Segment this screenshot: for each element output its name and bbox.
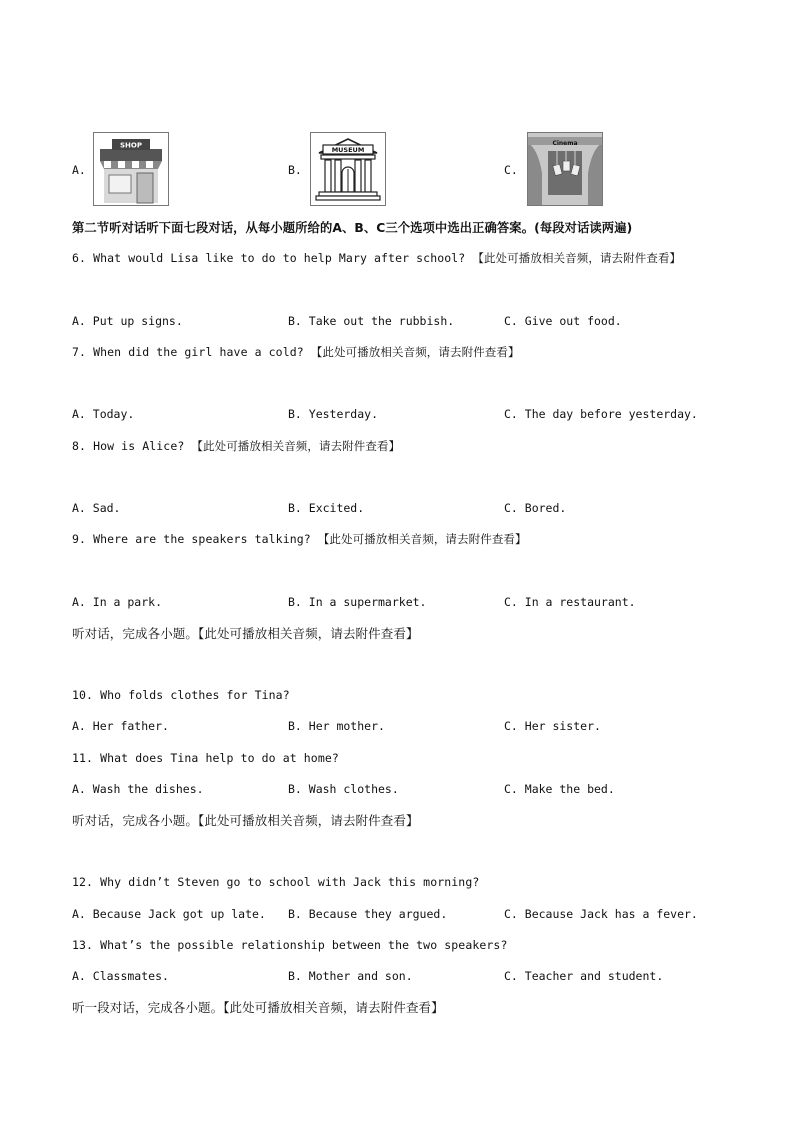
q12-option-b: B. Because they argued. bbox=[288, 907, 448, 921]
shop-sign-text: SHOP bbox=[120, 141, 142, 150]
q12-option-c: C. Because Jack has a fever. bbox=[504, 907, 698, 921]
cinema-sign-text: Cinema bbox=[552, 140, 578, 147]
q8-option-a: A. Sad. bbox=[72, 501, 121, 515]
question-8: 8. How is Alice? 【此处可播放相关音频，请去附件查看】 bbox=[72, 439, 401, 453]
question-11: 11. What does Tina help to do at home? bbox=[72, 751, 339, 765]
q10-option-c: C. Her sister. bbox=[504, 719, 601, 733]
picture-option-a-letter: A. bbox=[72, 163, 86, 177]
q10-option-a: A. Her father. bbox=[72, 719, 169, 733]
q9-option-b: B. In a supermarket. bbox=[288, 595, 427, 609]
q11-option-c: C. Make the bed. bbox=[504, 782, 615, 796]
q6-option-b: B. Take out the rubbish. bbox=[288, 314, 455, 328]
question-7: 7. When did the girl have a cold? 【此处可播放相关音频，请去附件查看】 bbox=[72, 345, 520, 359]
question-10: 10. Who folds clothes for Tina? bbox=[72, 688, 290, 702]
question-13: 13. What’s the possible relationship between the two speakers? bbox=[72, 938, 508, 952]
listen-instruction-3: 听一段对话，完成各小题。【此处可播放相关音频，请去附件查看】 bbox=[72, 1000, 444, 1015]
cinema-picture bbox=[527, 132, 603, 206]
q13-option-a: A. Classmates. bbox=[72, 969, 169, 983]
q13-option-b: B. Mother and son. bbox=[288, 969, 413, 983]
q10-option-b: B. Her mother. bbox=[288, 719, 385, 733]
question-9: 9. Where are the speakers talking? 【此处可播放相关音频，请去附件查看】 bbox=[72, 532, 527, 546]
picture-option-b-letter: B. bbox=[288, 163, 302, 177]
q9-option-c: C. In a restaurant. bbox=[504, 595, 636, 609]
shop-picture bbox=[93, 132, 169, 206]
museum-picture bbox=[310, 132, 386, 206]
q7-option-c: C. The day before yesterday. bbox=[504, 407, 698, 421]
q8-option-b: B. Excited. bbox=[288, 501, 365, 515]
q11-option-b: B. Wash clothes. bbox=[288, 782, 399, 796]
listen-instruction-1: 听对话，完成各小题。【此处可播放相关音频，请去附件查看】 bbox=[72, 626, 419, 641]
q13-option-c: C. Teacher and student. bbox=[504, 969, 664, 983]
q11-option-a: A. Wash the dishes. bbox=[72, 782, 204, 796]
q9-option-a: A. In a park. bbox=[72, 595, 163, 609]
listen-instruction-2: 听对话，完成各小题。【此处可播放相关音频，请去附件查看】 bbox=[72, 813, 419, 828]
question-6: 6. What would Lisa like to do to help Mary after school? 【此处可播放相关音频，请去附件查看】 bbox=[72, 251, 682, 265]
question-12: 12. Why didn’t Steven go to school with Jack this morning? bbox=[72, 875, 480, 889]
q8-option-c: C. Bored. bbox=[504, 501, 567, 515]
q12-option-a: A. Because Jack got up late. bbox=[72, 907, 266, 921]
q7-option-b: B. Yesterday. bbox=[288, 407, 379, 421]
picture-option-c-letter: C. bbox=[504, 163, 518, 177]
q6-option-a: A. Put up signs. bbox=[72, 314, 183, 328]
museum-sign-text: MUSEUM bbox=[331, 146, 365, 154]
q6-option-c: C. Give out food. bbox=[504, 314, 622, 328]
q7-option-a: A. Today. bbox=[72, 407, 135, 421]
section2-header: 第二节听对话听下面七段对话，从每小题所给的A、B、C三个选项中选出正确答案。(每段对话读两遍) bbox=[72, 221, 633, 235]
